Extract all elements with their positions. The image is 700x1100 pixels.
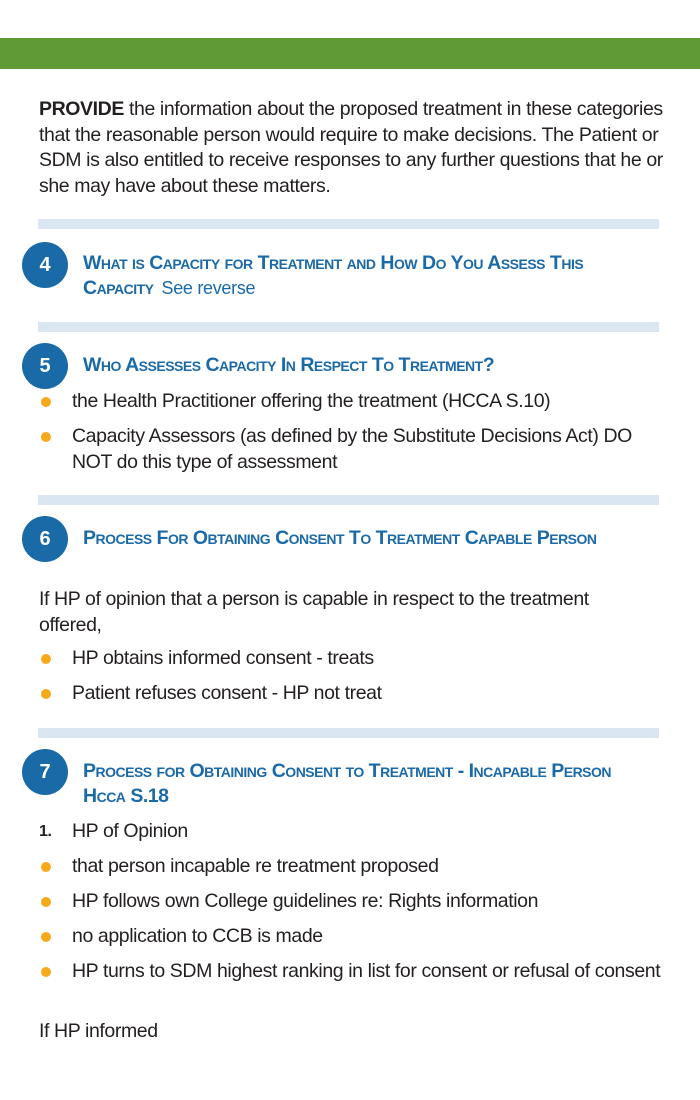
list-item: that person incapable re treatment proposed xyxy=(39,854,669,880)
list-item: HP turns to SDM highest ranking in list for consent or refusal of consent xyxy=(39,959,669,985)
intro-text: the information about the proposed treatment in these categories that the reasonable person would require to make decisions. The Patient or SDM is also entitled to receive responses to any further questions that he or she may have about these matters. xyxy=(39,98,663,197)
section-footer-text: If HP informed xyxy=(39,1020,158,1042)
list-item: HP follows own College guidelines re: Rights information xyxy=(39,889,669,915)
intro-lead: PROVIDE xyxy=(39,98,124,120)
list-item: Capacity Assessors (as defined by the Substitute Decisions Act) DO NOT do this type of assessment xyxy=(39,424,669,475)
section-number-badge: 5 xyxy=(22,343,68,389)
list-number: 1. xyxy=(39,823,52,840)
divider xyxy=(38,728,659,738)
list-item: HP obtains informed consent - treats xyxy=(39,646,669,672)
bullet-dot-icon xyxy=(41,932,51,942)
section-heading xyxy=(83,251,663,301)
bullet-dot-icon xyxy=(41,432,51,442)
bullet-dot-icon xyxy=(41,967,51,977)
section-title: Who Assesses Capacity In Respect To Treatment? xyxy=(83,354,495,376)
list-item: Patient refuses consent - HP not treat xyxy=(39,681,669,707)
bullet-dot-icon xyxy=(41,897,51,907)
section-title: Process For Obtaining Consent To Treatment Capable Person xyxy=(83,527,597,549)
section-number-badge: 4 xyxy=(22,242,68,288)
bullet-dot-icon xyxy=(41,689,51,699)
divider xyxy=(38,495,659,505)
section-title: What is Capacity for Treatment and How Do You Assess This Capacity xyxy=(83,252,584,299)
list-item: no application to CCB is made xyxy=(39,924,669,950)
numbered-item: 1. HP of Opinion xyxy=(39,819,669,845)
list-item: the Health Practitioner offering the treatment (HCCA S.10) xyxy=(39,389,669,415)
section-number-badge: 6 xyxy=(22,516,68,562)
divider xyxy=(38,219,659,229)
section-title: Process for Obtaining Consent to Treatment - Incapable Person Hcca S.18 xyxy=(83,760,612,807)
bullet-dot-icon xyxy=(41,654,51,664)
section-intro: If HP of opinion that a person is capable in respect to the treatment offered, xyxy=(39,588,589,636)
divider xyxy=(38,322,659,332)
header-green-bar xyxy=(0,38,700,69)
bullet-dot-icon xyxy=(41,862,51,872)
section-number-badge: 7 xyxy=(22,749,68,795)
section-note: See reverse xyxy=(161,278,256,298)
intro-paragraph xyxy=(39,97,669,199)
bullet-dot-icon xyxy=(41,397,51,407)
